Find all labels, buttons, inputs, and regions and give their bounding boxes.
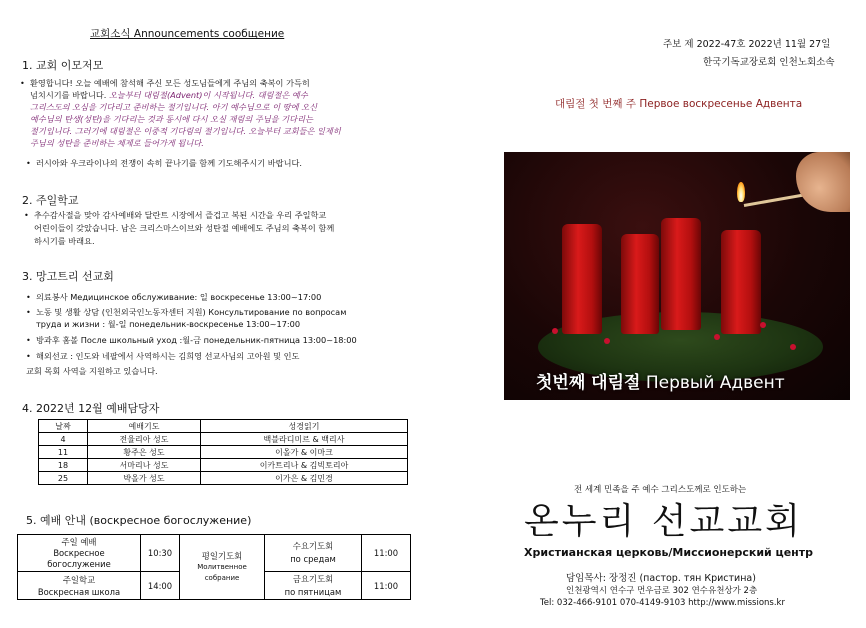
table-row [18, 535, 411, 572]
duty-prayer: 박올가 성도 [88, 472, 201, 485]
duty-reading: 이가은 & 김민경 [201, 472, 408, 485]
duty-prayer: 서마리나 성도 [88, 459, 201, 472]
weekday-prayer-ko: 평일기도회 [201, 550, 243, 561]
berry [552, 328, 558, 334]
duty-reading: 백블라디미르 & 백리사 [201, 433, 408, 446]
s3-bullet-2-line-1: • 노동 및 생활 상담 (인천외국인노동자센터 지원) Консультирование по вопросам [36, 307, 346, 319]
duty-header-row [39, 420, 408, 433]
wednesday-prayer-time: 11:00 [362, 535, 411, 572]
berry [790, 344, 796, 350]
duty-date: 11 [39, 446, 88, 459]
duty-prayer: 황주은 성도 [88, 446, 201, 459]
section-5-title: 5. 예배 안내 (воскресное богослужение) [26, 514, 252, 527]
sunday-worship-cell [18, 535, 141, 572]
s1-bullet-1-line-1: • 환영합니다! 오늘 예배에 참석해 주신 모든 성도님들에게 주님의 축복이 가득히 [30, 78, 310, 90]
church-name-ru: Христианская церковь/Миссионерский центр [524, 546, 814, 559]
s1-b1-l2-plain: 넘치시기를 바랍니다. [30, 90, 109, 100]
worship-duty-table [38, 419, 408, 485]
sunday-school-name: 주일학교 [62, 574, 96, 585]
table-row [39, 472, 408, 485]
s1-bullet-1-line-6: 주님의 성탄을 준비하는 체제로 들어가게 됩니다. [30, 138, 204, 148]
berry [604, 338, 610, 344]
duty-header-reading: 성경읽기 [201, 420, 408, 433]
candle-flame [737, 182, 745, 202]
worship-schedule-table [17, 534, 411, 600]
s3-bullet-2-line-2: труда и жизни : 월-일 понедельник-воскресенье 13:00~17:00 [36, 319, 301, 329]
section-1-title: 1. 교회 이모저모 [22, 59, 104, 72]
hand [796, 152, 850, 212]
s1-b1-l2-purple: 오늘부터 대림절(Advent)이 시작됩니다. 대림절은 예수 [109, 90, 308, 100]
photo-caption [536, 368, 785, 393]
advent-heading: 대림절 첫 번째 주 Первое воскресенье Адвента [555, 98, 803, 110]
s2-line-3: 하시기를 바래요. [34, 236, 95, 246]
sunday-worship-ru-1: Воскресное [53, 547, 105, 558]
s3-bullet-4-line-1: • 해외선교 : 인도와 네팔에서 사역하시는 김희영 선교사님의 고아원 및 인도 [36, 351, 299, 363]
sunday-school-time: 14:00 [141, 572, 180, 600]
section-4-title: 4. 2022년 12월 예배담당자 [22, 402, 160, 415]
s2-line-1: • 추수감사절을 맞아 감사예배와 달란트 시장에서 즐겁고 복된 시간을 우리 주일학교 [34, 210, 326, 222]
candle-1 [562, 224, 602, 334]
pastor-info: 담임목사: 장정진 (пастор. тян Кристина) [566, 573, 756, 584]
bulletin-number: 주보 제 2022-47호 2022년 11월 27일 [663, 39, 831, 50]
duty-date: 4 [39, 433, 88, 446]
section-3-title: 3. 망고트리 선교회 [22, 270, 114, 283]
duty-reading: 이카트리나 & 김빅토리아 [201, 459, 408, 472]
duty-prayer: 전율리아 성도 [88, 433, 201, 446]
s2-line-2: 어린이들이 갖았습니다. 남은 크리스마스이브와 성탄절 예배에도 주님의 축복이 함께 [34, 223, 335, 233]
s3-bullet-4-line-2: 교회 목회 사역을 지원하고 있습니다. [26, 366, 158, 376]
wednesday-prayer-ru: по средам [290, 554, 336, 564]
sunday-worship-time: 10:30 [141, 535, 180, 572]
friday-prayer-ru: по пятницам [284, 586, 342, 597]
s3-bullet-1: • 의료봉사 Медицинское обслуживание: 일 воскресенье 13:00~17:00 [36, 292, 321, 304]
section-2-title: 2. 주일학교 [22, 194, 79, 207]
s1-bullet-2: • 러시아와 우크라이나의 전쟁이 속히 끝나기를 함께 기도해주시기 바랍니다. [36, 158, 302, 170]
advent-candles-photo [504, 152, 850, 400]
berry [714, 334, 720, 340]
duty-header-date: 날짜 [39, 420, 88, 433]
candle-4 [721, 230, 761, 334]
wednesday-prayer-cell [265, 535, 362, 572]
candle-3 [661, 218, 701, 330]
photo-caption-ko: 첫번째 대림절 [536, 373, 641, 393]
church-motto: 전 세계 민족을 주 예수 그리스도께로 인도하는 [574, 485, 747, 495]
church-address: 인천광역시 연수구 먼우금로 302 연수유천상가 2층 [566, 586, 758, 596]
duty-header-prayer: 예배기도 [88, 420, 201, 433]
church-contact: Tel: 032-466-9101 070-4149-9103 http://www.missions.kr [540, 598, 785, 608]
s3-bullet-3: • 방과후 홈볼 После школьный уход :월-금 понедельник-пятница 13:00~18:00 [36, 335, 357, 347]
table-row [39, 459, 408, 472]
weekday-prayer-cell [180, 535, 265, 600]
duty-date: 25 [39, 472, 88, 485]
table-row [39, 446, 408, 459]
duty-date: 18 [39, 459, 88, 472]
denomination: 한국기독교장로회 인천노회소속 [703, 57, 835, 68]
s1-bullet-1-line-2 [30, 90, 308, 102]
friday-prayer-ko: 금요기도회 [292, 573, 334, 584]
friday-prayer-time: 11:00 [362, 572, 411, 600]
church-name: 온누리 선교교회 [524, 501, 803, 542]
berry [760, 322, 766, 328]
friday-prayer-cell [265, 572, 362, 600]
s1-bullet-1-line-4: 예수님의 탄생(성탄)을 기다리는 것과 동시에 다시 오실 재림의 주님을 기다리는 [30, 114, 313, 124]
weekday-prayer-ru: Молитвенное собрание [197, 562, 247, 582]
table-row [39, 433, 408, 446]
sunday-school-ru: Воскресная школа [37, 586, 121, 597]
s1-bullet-1-line-3: 그리스도의 오심을 기다리고 준비하는 절기입니다. 아기 예수님으로 이 땅에 오신 [30, 102, 318, 112]
sunday-worship-ru-2: богослужение [47, 558, 111, 569]
photo-caption-ru: Первый Адвент [640, 373, 785, 393]
wednesday-prayer-ko: 수요기도회 [292, 541, 334, 551]
s1-bullet-1-line-5: 절기입니다. 그러기에 대림절은 이중적 기다림의 절기입니다. 오늘부터 교회들은 일제히 [30, 126, 341, 136]
announcements-title: 교회소식 Announcements сообщение [90, 28, 285, 40]
duty-reading: 이올가 & 이마크 [201, 446, 408, 459]
candle-2 [621, 234, 659, 334]
sunday-worship-name: 주일 예배 [61, 536, 97, 547]
sunday-school-cell [18, 572, 141, 600]
